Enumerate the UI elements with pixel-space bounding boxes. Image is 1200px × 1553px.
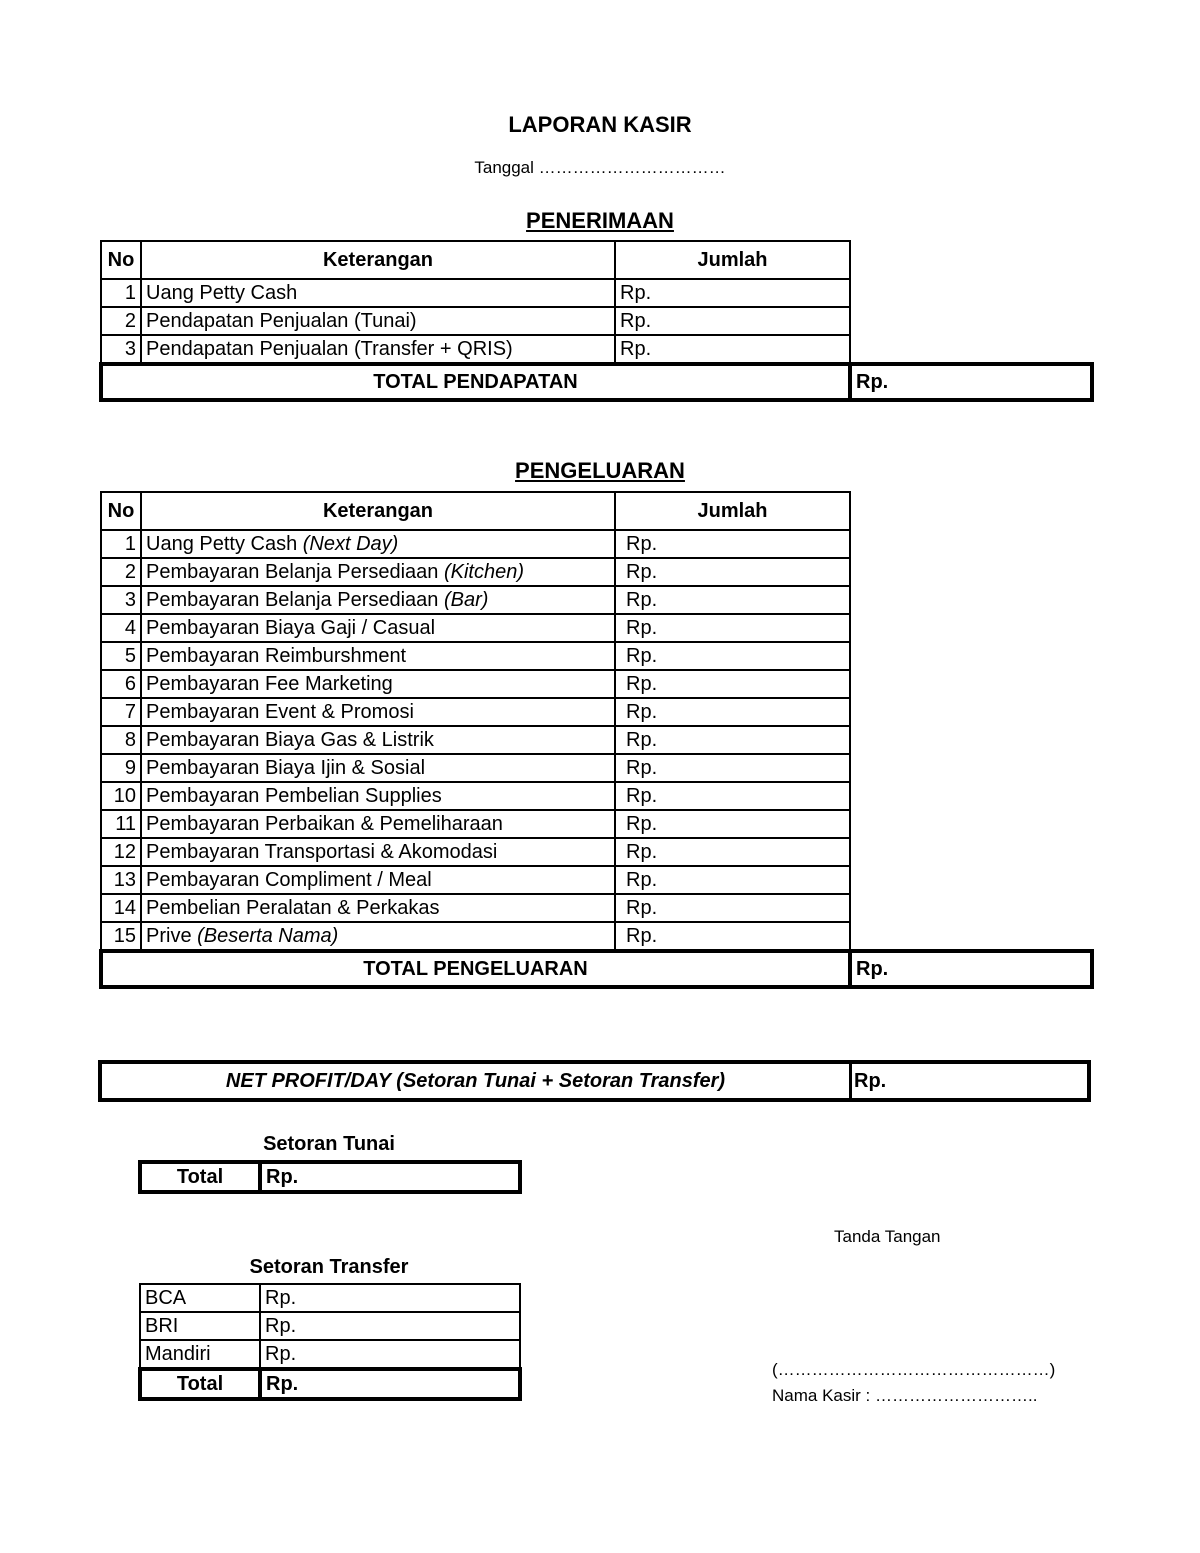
row-amount-field[interactable]: Rp. [615,642,850,670]
row-no: 9 [101,754,141,782]
row-no: 3 [101,335,141,364]
table-row [101,558,1092,586]
row-label: Pembayaran Event & Promosi [141,698,615,726]
setoran-transfer-table [138,1283,522,1401]
page-title: LAPORAN KASIR [508,112,692,137]
table-row [101,894,1092,922]
row-amount-field[interactable]: Rp. [615,754,850,782]
row-no: 2 [101,307,141,335]
table-row [101,838,1092,866]
row-amount-field[interactable]: Rp. [615,279,850,307]
cashier-name-line: Nama Kasir : ……………………….. [772,1386,1038,1405]
row-label: Pembayaran Transportasi & Akomodasi [141,838,615,866]
row-label: Pembayaran Belanja Persediaan (Kitchen) [141,558,615,586]
table-row [101,335,1092,364]
table-row [101,614,1092,642]
row-no: 11 [101,810,141,838]
total-row [101,951,1092,987]
table-row [101,866,1092,894]
setoran-tunai-total-label: Total [140,1162,260,1192]
row-label: Pembayaran Reimburshment [141,642,615,670]
row-no: 5 [101,642,141,670]
row-no: 7 [101,698,141,726]
row-label: Uang Petty Cash (Next Day) [141,530,615,558]
row-no: 8 [101,726,141,754]
table-row [101,586,1092,614]
row-amount-field[interactable]: Rp. [615,810,850,838]
row-amount-field[interactable]: Rp. [615,698,850,726]
row-label: Pembayaran Perbaikan & Pemeliharaan [141,810,615,838]
pengeluaran-table [99,491,1094,989]
row-no: 1 [101,279,141,307]
row-amount-field[interactable]: Rp. [615,307,850,335]
row-amount-field[interactable]: Rp. [615,894,850,922]
row-label: Pembayaran Compliment / Meal [141,866,615,894]
row-amount-field[interactable]: Rp. [615,726,850,754]
header-no: No [101,492,141,530]
signature-label: Tanda Tangan [834,1227,941,1246]
total-row [101,364,1092,400]
row-label: Pembayaran Belanja Persediaan (Bar) [141,586,615,614]
setoran-transfer-total-field[interactable]: Rp. [260,1369,520,1399]
setoran-tunai-total-field[interactable]: Rp. [260,1162,520,1192]
row-no: 15 [101,922,141,951]
header-jumlah: Jumlah [615,492,850,530]
row-no: 2 [101,558,141,586]
table-row [140,1312,520,1340]
table-row [101,642,1092,670]
penerimaan-title: PENERIMAAN [526,208,674,233]
setoran-transfer-total-label: Total [140,1369,260,1399]
table-row [101,530,1092,558]
setoran-transfer-title: Setoran Transfer [249,1256,409,1278]
table-row [140,1284,520,1312]
row-no: 14 [101,894,141,922]
setoran-tunai-title: Setoran Tunai [263,1133,395,1155]
table-header-row [101,241,1092,279]
table-row [101,782,1092,810]
row-amount-field[interactable]: Rp. [615,670,850,698]
row-no: 12 [101,838,141,866]
bank-label: Mandiri [140,1340,260,1369]
row-amount-field[interactable]: Rp. [615,586,850,614]
row-label: Pembayaran Pembelian Supplies [141,782,615,810]
row-amount-field[interactable]: Rp. [615,866,850,894]
row-label: Uang Petty Cash [141,279,615,307]
header-keterangan: Keterangan [141,241,615,279]
row-label: Pendapatan Penjualan (Transfer + QRIS) [141,335,615,364]
bank-label: BCA [140,1284,260,1312]
empty-cell [850,241,1092,279]
row-no: 10 [101,782,141,810]
row-label: Pembayaran Fee Marketing [141,670,615,698]
total-pendapatan-label: TOTAL PENDAPATAN [101,364,850,400]
net-profit-field[interactable]: Rp. [854,1070,887,1092]
row-amount-field[interactable]: Rp. [615,922,850,951]
table-row [101,810,1092,838]
row-amount-field[interactable]: Rp. [615,838,850,866]
row-amount-field[interactable]: Rp. [615,614,850,642]
total-row [140,1162,520,1192]
signature-line: (…………………………………………) [772,1360,1056,1379]
header-no: No [101,241,141,279]
pengeluaran-title: PENGELUARAN [515,458,685,483]
bank-amount-field[interactable]: Rp. [260,1312,520,1340]
header-jumlah: Jumlah [615,241,850,279]
row-no: 1 [101,530,141,558]
row-no: 13 [101,866,141,894]
total-pengeluaran-field[interactable]: Rp. [850,951,1092,987]
table-header-row [101,492,1092,530]
total-pengeluaran-label: TOTAL PENGELUARAN [101,951,850,987]
row-amount-field[interactable]: Rp. [615,530,850,558]
total-row [140,1369,520,1399]
bank-amount-field[interactable]: Rp. [260,1284,520,1312]
table-row [101,307,1092,335]
table-row [101,922,1092,951]
table-row [101,279,1092,307]
row-amount-field[interactable]: Rp. [615,335,850,364]
row-label: Pembayaran Biaya Ijin & Sosial [141,754,615,782]
date-line: Tanggal …………………………… [474,158,726,177]
row-label: Pembayaran Biaya Gaji / Casual [141,614,615,642]
row-label: Pendapatan Penjualan (Tunai) [141,307,615,335]
net-profit-box [98,1060,1091,1102]
row-no: 3 [101,586,141,614]
row-label: Pembelian Peralatan & Perkakas [141,894,615,922]
header-keterangan: Keterangan [141,492,615,530]
row-amount-field[interactable]: Rp. [615,558,850,586]
total-pendapatan-field[interactable]: Rp. [850,364,1092,400]
setoran-tunai-table [138,1160,522,1194]
bank-label: BRI [140,1312,260,1340]
table-row [140,1340,520,1369]
bank-amount-field[interactable]: Rp. [260,1340,520,1369]
row-amount-field[interactable]: Rp. [615,782,850,810]
row-label: Prive (Beserta Nama) [141,922,615,951]
table-row [101,698,1092,726]
row-label: Pembayaran Biaya Gas & Listrik [141,726,615,754]
row-no: 4 [101,614,141,642]
net-profit-label: NET PROFIT/DAY (Setoran Tunai + Setoran Transfer) [102,1064,852,1098]
row-no: 6 [101,670,141,698]
table-row [101,754,1092,782]
table-row [101,726,1092,754]
table-row [101,670,1092,698]
penerimaan-table [99,240,1094,402]
